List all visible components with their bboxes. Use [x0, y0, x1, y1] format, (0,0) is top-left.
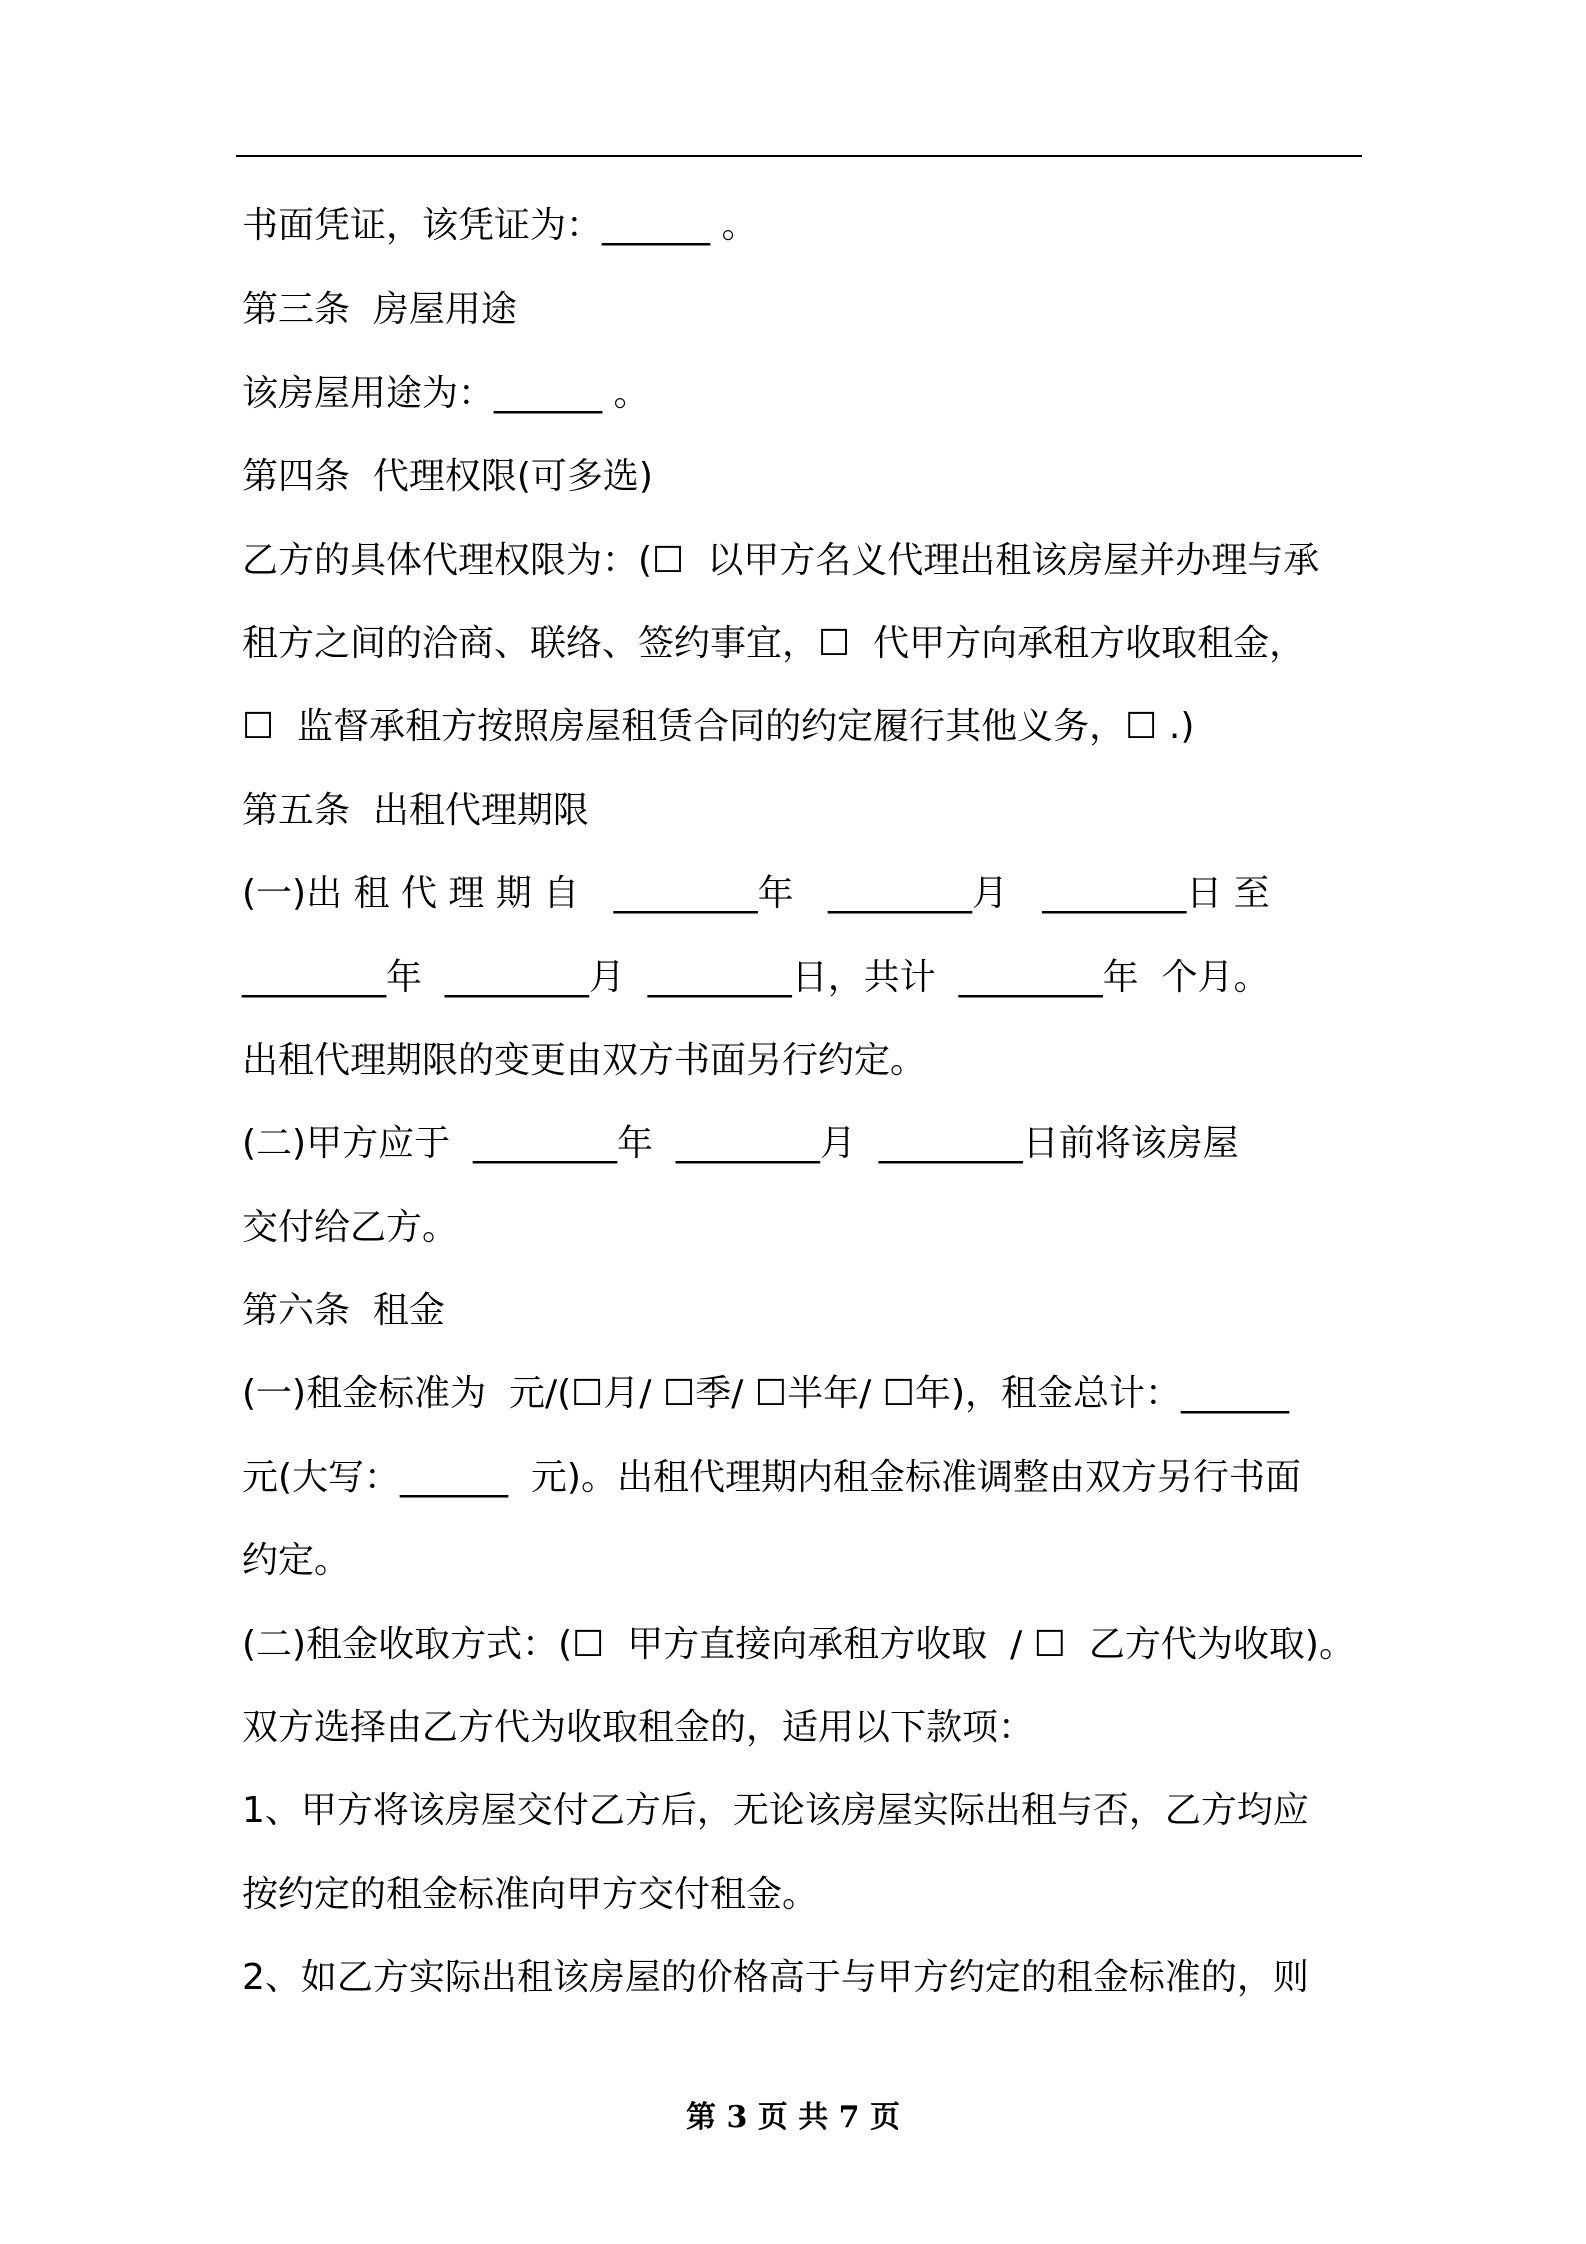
page-number: 第 3 页 共 7 页 [686, 2100, 900, 2135]
text-line: ☐ 监督承租方按照房屋租赁合同的约定履行其他义务，☐ .) [242, 706, 1195, 747]
section-heading: 第六条 租金 [242, 1290, 445, 1331]
section-heading: 第三条 房屋用途 [242, 289, 517, 330]
text-line: 1、甲方将该房屋交付乙方后，无论该房屋实际出租与否，乙方均应 [242, 1790, 1309, 1831]
text-line: (二)甲方应于 ________年 ________月 ________日前将该房屋 [242, 1123, 1239, 1164]
text-line: 交付给乙方。 [242, 1207, 459, 1248]
section-heading: 第四条 代理权限(可多选) [242, 456, 653, 497]
header-divider [236, 155, 1362, 157]
text-line: (二)租金收取方式：(☐ 甲方直接向承租方收取 / ☐ 乙方代为收取)。 [242, 1624, 1355, 1665]
text-line: (一)租金标准为 元/(☐月/ ☐季/ ☐半年/ ☐年)，租金总计：______ [242, 1373, 1290, 1414]
text-line: 乙方的具体代理权限为：(☐ 以甲方名义代理出租该房屋并办理与承 [242, 540, 1320, 581]
text-line: 书面凭证，该凭证为：______ 。 [242, 205, 758, 246]
text-line: (一)出 租 代 理 期 自 ________年 ________月 ________日 至 [242, 873, 1270, 914]
text-line: ________年 ________月 ________日，共计 ________年 个月。 [242, 957, 1270, 998]
text-line: 2、如乙方实际出租该房屋的价格高于与甲方约定的租金标准的，则 [242, 1957, 1309, 1998]
text-line: 该房屋用途为：______ 。 [242, 373, 650, 414]
text-line: 出租代理期限的变更由双方书面另行约定。 [242, 1040, 927, 1081]
text-line: 元(大写：______ 元)。出租代理期内租金标准调整由双方另行书面 [242, 1457, 1301, 1498]
section-heading: 第五条 出租代理期限 [242, 790, 589, 831]
text-line: 双方选择由乙方代为收取租金的，适用以下款项： [242, 1707, 1035, 1748]
text-line: 按约定的租金标准向甲方交付租金。 [242, 1874, 819, 1915]
text-line: 租方之间的洽商、联络、签约事宜，☐ 代甲方向承租方收取租金， [242, 623, 1306, 664]
text-line: 约定。 [242, 1540, 351, 1581]
